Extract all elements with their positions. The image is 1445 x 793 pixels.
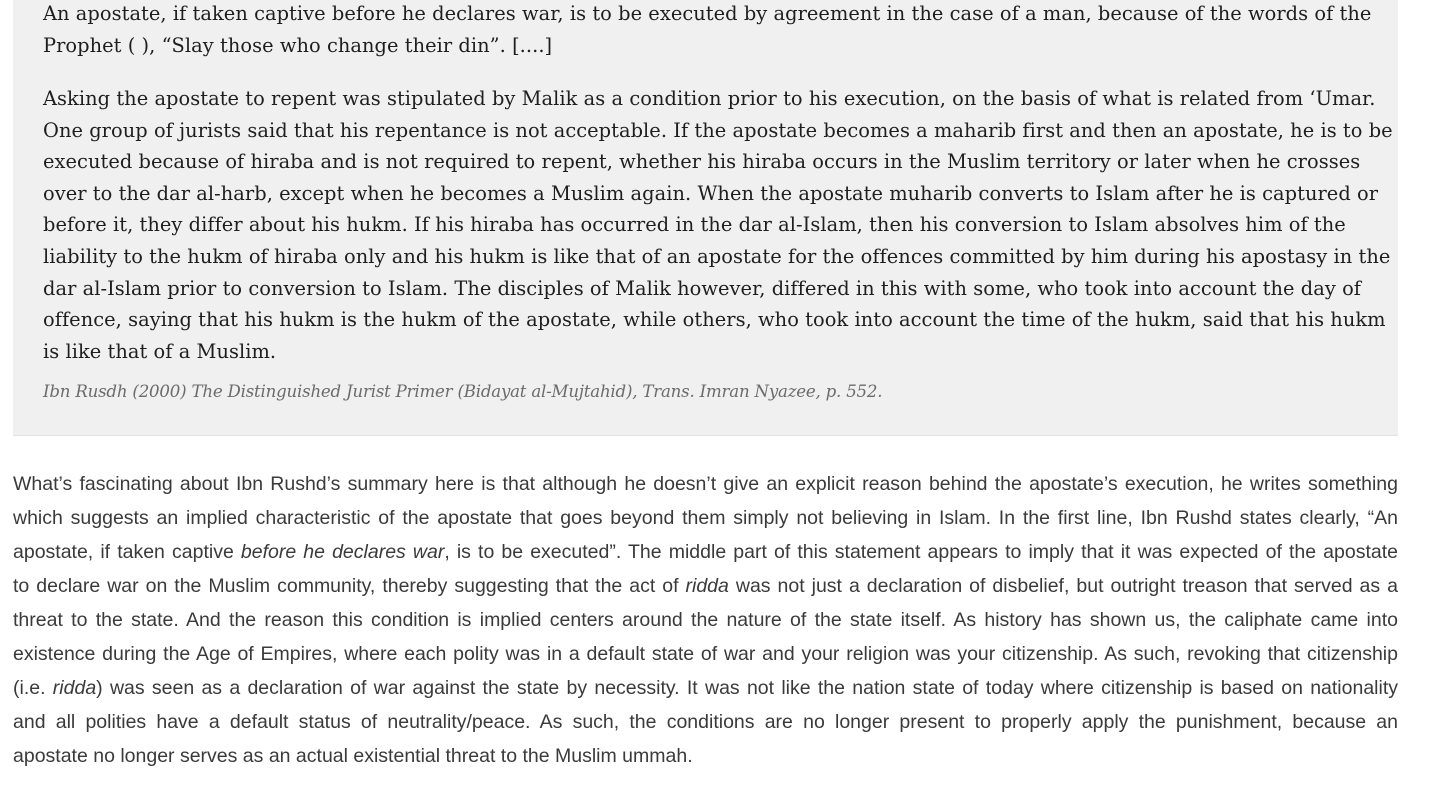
body-line: threat to the state. And the reason this condition is implied centers around the nature of the state itself. As history has shown us, the caliphate came into xyxy=(13,609,1398,631)
quote-line: An apostate, if taken captive before he declares war, is to be executed by agreement in the case of a man, because of the words of the xyxy=(43,2,1372,25)
blockquote xyxy=(13,0,1398,436)
body-text-segment: was not just a declaration of disbelief, but outright treason that served as a xyxy=(728,575,1398,597)
body-line: What’s fascinating about Ibn Rushd’s summary here is that although he doesn’t give an explicit reason behind the apostate’s execution, he writes something xyxy=(13,473,1398,495)
quote-line: before it, they differ about his hukm. If his hiraba has occurred in the dar al-Islam, then his conversion to Islam absolves him of the xyxy=(43,213,1346,237)
body-paragraph xyxy=(13,467,1398,773)
body-line: and all polities have a default status of neutrality/peace. As such, the conditions are no longer present to properly apply the punishment, because an xyxy=(13,711,1398,733)
quote-line: over to the dar al-harb, except when he becomes a Muslim again. When the apostate muharib converts to Islam after he is captured or xyxy=(43,181,1379,205)
body-line xyxy=(13,569,1398,603)
body-text-segment: to declare war on the Muslim community, thereby suggesting that the act of xyxy=(13,575,686,597)
body-line xyxy=(13,535,1398,569)
quote-line: is like that of a Muslim. xyxy=(43,339,277,363)
quote-line: offence, saying that his hukm is the hukm of the apostate, while others, who took into account the time of the hukm, said that his hukm xyxy=(43,308,1386,332)
body-text-segment: ) was seen as a declaration of war against the state by necessity. It was not like the nation state of today where citizenship is based on nationality xyxy=(96,677,1398,699)
emphasis-text: ridda xyxy=(52,677,97,699)
quote-paragraph-2 xyxy=(43,83,1393,367)
emphasis-text: before he declares war xyxy=(240,541,445,563)
quote-citation: Ibn Rusdh (2000) The Distinguished Jurist Primer (Bidayat al-Mujtahid), Trans. Imran Nyazee, p. 552. xyxy=(43,382,883,401)
emphasis-text: ridda xyxy=(685,575,729,597)
quote-line: Asking the apostate to repent was stipulated by Malik as a condition prior to his execution, on the basis of what is related from ‘Umar. xyxy=(43,87,1376,110)
quote-line: dar al-Islam prior to conversion to Islam. The disciples of Malik however, differed in this with some, who took into account the day of xyxy=(43,276,1362,300)
body-line: existence during the Age of Empires, where each polity was in a default state of war and your religion was your citizenship. As such, revoking that citizenship xyxy=(13,643,1398,665)
body-line: apostate no longer serves as an actual existential threat to the Muslim ummah. xyxy=(13,745,693,767)
body-text-segment: , is to be executed”. The middle part of this statement appears to imply that it was expected of the apostate xyxy=(444,541,1398,563)
body-line: which suggests an implied characteristic of the apostate that goes beyond them simply not believing in Islam. In the first line, Ibn Rushd states clearly, “An xyxy=(13,507,1398,529)
quote-line: Prophet ( ), “Slay those who change their din”. [....] xyxy=(43,33,553,57)
quote-line: One group of jurists said that his repentance is not acceptable. If the apostate becomes a maharib first and then an apostate, he is to be xyxy=(43,118,1393,142)
body-line xyxy=(13,671,1398,705)
quote-line: liability to the hukm of hiraba only and his hukm is like that of an apostate for the offences committed by him during his apostasy in the xyxy=(43,244,1391,268)
quote-paragraph-1 xyxy=(43,0,1371,61)
body-text-segment: (i.e. xyxy=(13,677,53,699)
quote-line: executed because of hiraba and is not required to repent, whether his hiraba occurs in the Muslim territory or later when he crosses xyxy=(43,150,1361,174)
body-text-segment: apostate, if taken captive xyxy=(13,541,241,563)
